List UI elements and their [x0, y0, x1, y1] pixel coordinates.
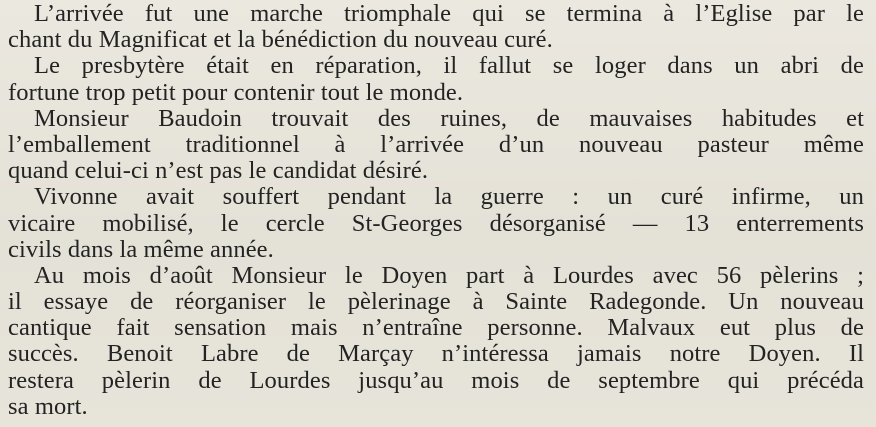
text-line: sa mort. — [8, 392, 88, 420]
paragraph-2 — [8, 53, 864, 105]
paragraph-4 — [8, 184, 864, 263]
text-line: fortune trop petit pour contenir tout le monde. — [8, 78, 464, 106]
text-line: quand celui-ci n’est pas le candidat désiré. — [8, 157, 429, 185]
text-line: civils dans la même année. — [8, 235, 274, 263]
text-line: l’emballement traditionnel à l’arrivée d’un nouveau pasteur même — [8, 130, 864, 158]
text-line: Vivonne avait souffert pendant la guerre : un curé infirme, un — [34, 183, 864, 211]
text-line: succès. Benoit Labre de Marçay n’intéressa jamais notre Doyen. Il — [8, 340, 864, 368]
text-line: L’arrivée fut une marche triomphale qui se termina à l’Eglise par le — [34, 0, 864, 27]
text-line: Monsieur Baudoin trouvait des ruines, de mauvaises habitudes et — [34, 104, 864, 132]
text-line: il essaye de réorganiser le pèlerinage à Sainte Radegonde. Un nouveau — [8, 288, 864, 316]
text-line: Le presbytère était en réparation, il fallut se loger dans un abri de — [34, 52, 864, 80]
text-line: chant du Magnificat et la bénédiction du nouveau curé. — [8, 26, 553, 54]
paragraph-1 — [8, 1, 864, 53]
text-line: cantique fait sensation mais n’entraîne personne. Malvaux eut plus de — [8, 314, 864, 342]
body-text — [8, 1, 864, 420]
text-line: vicaire mobilisé, le cercle St-Georges désorganisé — 13 enterrements — [8, 209, 864, 237]
text-line: Au mois d’août Monsieur le Doyen part à Lourdes avec 56 pèlerins ; — [34, 261, 864, 289]
text-line: restera pèlerin de Lourdes jusqu’au mois de septembre qui précéda — [8, 366, 864, 394]
paragraph-3 — [8, 106, 864, 185]
paragraph-5 — [8, 263, 864, 420]
